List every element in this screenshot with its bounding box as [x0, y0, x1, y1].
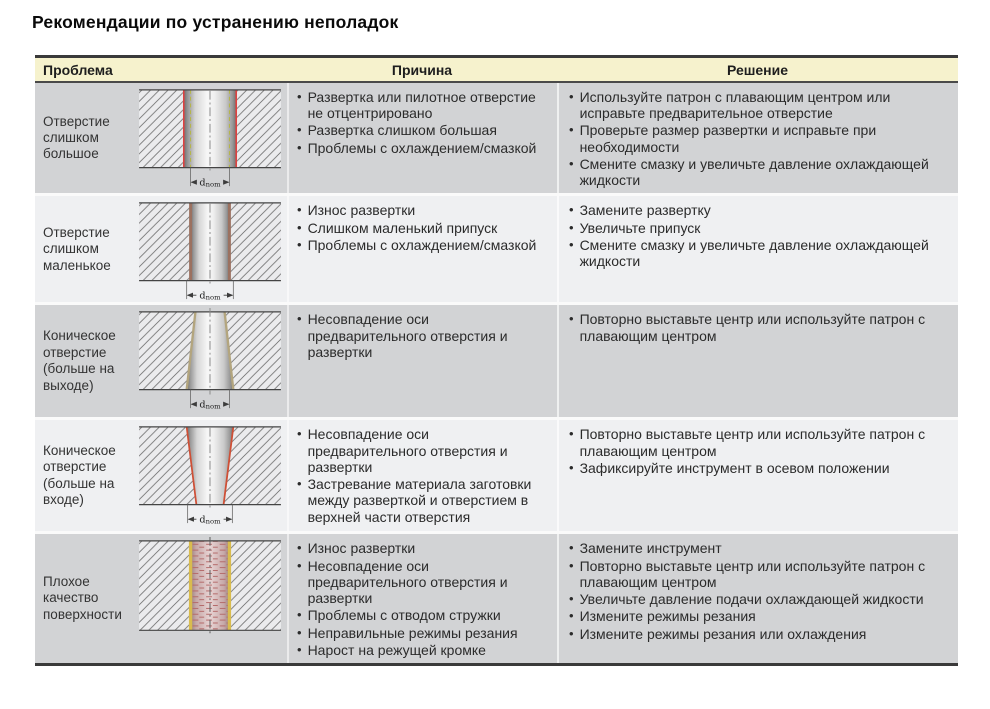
bullet-icon: • [569, 608, 574, 624]
list-item [295, 89, 553, 121]
hole-cross-section-diagram [137, 83, 287, 193]
bullet-icon: • [297, 540, 302, 556]
list-item-text: Увеличьте припуск [579, 219, 701, 236]
list-item [295, 476, 553, 525]
column-header-solution: Решение [726, 61, 789, 78]
list-item [295, 311, 553, 360]
list-item-text: Повторно выставьте центр или используйте патрон с плавающим центром [579, 311, 926, 344]
list-item-text: Несовпадение оси предварительного отверстия и развертки [307, 557, 508, 607]
list-item [295, 558, 553, 607]
column-header-problem: Проблема [43, 61, 113, 78]
dimension-label: dnom [199, 177, 221, 189]
list-item [567, 220, 952, 236]
solution-list [557, 420, 958, 531]
list-item-text: Проблемы с охлаждением/смазкой [307, 236, 537, 253]
troubleshooting-table [35, 55, 958, 666]
list-item-text: Неправильные режимы резания [307, 624, 518, 641]
list-item-text: Замените развертку [579, 202, 711, 219]
hole-cross-section-diagram [137, 534, 287, 663]
bullet-icon: • [297, 89, 302, 104]
cause-list [287, 420, 557, 531]
column-header-cause: Причина [391, 61, 453, 78]
list-item [567, 122, 952, 154]
bullet-icon: • [569, 219, 574, 235]
dimension-label: dnom [199, 290, 221, 303]
list-item-text: Проблемы с отводом стружки [307, 607, 501, 624]
list-item [295, 220, 553, 236]
list-item-text: Застревание материала заготовки между разверткой и отверстием в верхней части отверстия [307, 476, 532, 525]
bullet-icon: • [569, 122, 574, 138]
list-item-text: Проблемы с охлаждением/смазкой [307, 139, 537, 156]
list-item [295, 607, 553, 623]
list-item-text: Повторно выставьте центр или используйте патрон с плавающим центром [579, 426, 926, 459]
list-item [567, 626, 952, 642]
list-item-text: Повторно выставьте центр или используйте патрон с плавающим центром [579, 557, 926, 590]
problem-label: Коническое отверстие (больше на выходе) [43, 328, 116, 393]
list-item-text: Слишком маленький припуск [307, 219, 498, 236]
problem-label: Плохое качество поверхности [43, 574, 122, 622]
list-item [567, 608, 952, 624]
table-row [35, 193, 958, 302]
list-item-text: Измените режимы резания или охлаждения [579, 625, 867, 642]
list-item [567, 311, 952, 343]
problem-label: Отверстие слишком маленькое [43, 224, 111, 273]
bullet-icon: • [569, 557, 574, 573]
list-item-text: Смените смазку и увеличьте давление охлаждающей жидкости [579, 236, 929, 270]
list-item-text: Измените режимы резания [579, 608, 756, 625]
list-item-text: Износ развертки [307, 202, 416, 219]
bullet-icon: • [297, 641, 302, 657]
solution-list [557, 534, 958, 663]
list-item [567, 460, 952, 476]
hole-cross-section-diagram [137, 196, 287, 302]
list-item [295, 426, 553, 475]
dimension-label: dnom [199, 514, 221, 527]
list-item [295, 237, 553, 253]
solution-list [557, 305, 958, 417]
list-item [295, 202, 553, 218]
rough-surface-hole [137, 537, 283, 640]
bullet-icon: • [297, 557, 302, 573]
list-item [295, 122, 553, 138]
straight-undersized-hole [137, 199, 283, 302]
bullet-icon: • [569, 426, 574, 442]
list-item-text: Развертка слишком большая [307, 122, 497, 139]
problem-label: Коническое отверстие (больше на входе) [43, 442, 116, 508]
list-item [295, 625, 553, 641]
table-row [35, 302, 958, 417]
cause-list [287, 196, 557, 302]
bullet-icon: • [569, 155, 574, 171]
list-item-text: Используйте патрон с плавающим центром или исправьте предварительное отверстие [579, 89, 891, 122]
list-item [567, 591, 952, 607]
hole-cross-section-diagram [137, 420, 287, 531]
list-item [567, 558, 952, 590]
list-item-text: Зафиксируйте инструмент в осевом положении [579, 459, 890, 476]
bullet-icon: • [297, 607, 302, 623]
cause-list [287, 83, 557, 193]
list-item-text: Смените смазку и увеличьте давление охлаждающей жидкости [579, 155, 929, 189]
list-item-text: Проверьте размер развертки и исправьте при необходимости [579, 122, 877, 155]
bullet-icon: • [297, 122, 302, 138]
list-item [567, 156, 952, 188]
solution-list [557, 83, 958, 193]
table-body [35, 83, 958, 663]
bullet-icon: • [297, 311, 302, 327]
bullet-icon: • [297, 624, 302, 640]
bullet-icon: • [297, 219, 302, 235]
list-item [567, 237, 952, 269]
document-page [0, 12, 990, 666]
table-row [35, 417, 958, 531]
list-item-text: Несовпадение оси предварительного отверстия и развертки [307, 426, 508, 475]
bullet-icon: • [569, 202, 574, 218]
bullet-icon: • [569, 625, 574, 641]
list-item-text: Развертка или пилотное отверстие не отцентрировано [307, 89, 536, 122]
tapered-hole-larger-at-entry [137, 423, 283, 526]
bullet-icon: • [297, 426, 302, 442]
bullet-icon: • [297, 202, 302, 218]
hole-cross-section-diagram [137, 305, 287, 417]
list-item [567, 426, 952, 458]
bullet-icon: • [569, 236, 574, 252]
list-item-text: Нарост на режущей кромке [307, 641, 486, 658]
list-item [567, 89, 952, 121]
list-item [295, 642, 553, 658]
straight-oversized-hole [137, 86, 283, 189]
list-item-text: Износ развертки [307, 540, 416, 557]
page-title: Рекомендации по устранению неполадок [32, 12, 399, 32]
list-item-text: Увеличьте давление подачи охлаждающей жидкости [579, 591, 924, 608]
tapered-hole-larger-at-exit [137, 308, 283, 411]
list-item [295, 540, 553, 556]
dimension-label: dnom [199, 399, 221, 412]
solution-list [557, 196, 958, 302]
table-row [35, 531, 958, 663]
bullet-icon: • [569, 311, 574, 327]
table-row [35, 83, 958, 193]
bullet-icon: • [569, 459, 574, 475]
bullet-icon: • [297, 236, 302, 252]
list-item-text: Замените инструмент [579, 540, 722, 557]
list-item [567, 202, 952, 218]
bullet-icon: • [569, 540, 574, 556]
cause-list [287, 305, 557, 417]
bullet-icon: • [569, 89, 574, 104]
table-header-row [35, 58, 958, 83]
problem-label: Отверстие слишком большое [43, 113, 110, 162]
cause-list [287, 534, 557, 663]
list-item [567, 540, 952, 556]
bullet-icon: • [569, 591, 574, 607]
bullet-icon: • [297, 139, 302, 155]
list-item-text: Несовпадение оси предварительного отверстия и развертки [307, 311, 508, 360]
bullet-icon: • [297, 476, 302, 492]
list-item [295, 140, 553, 156]
